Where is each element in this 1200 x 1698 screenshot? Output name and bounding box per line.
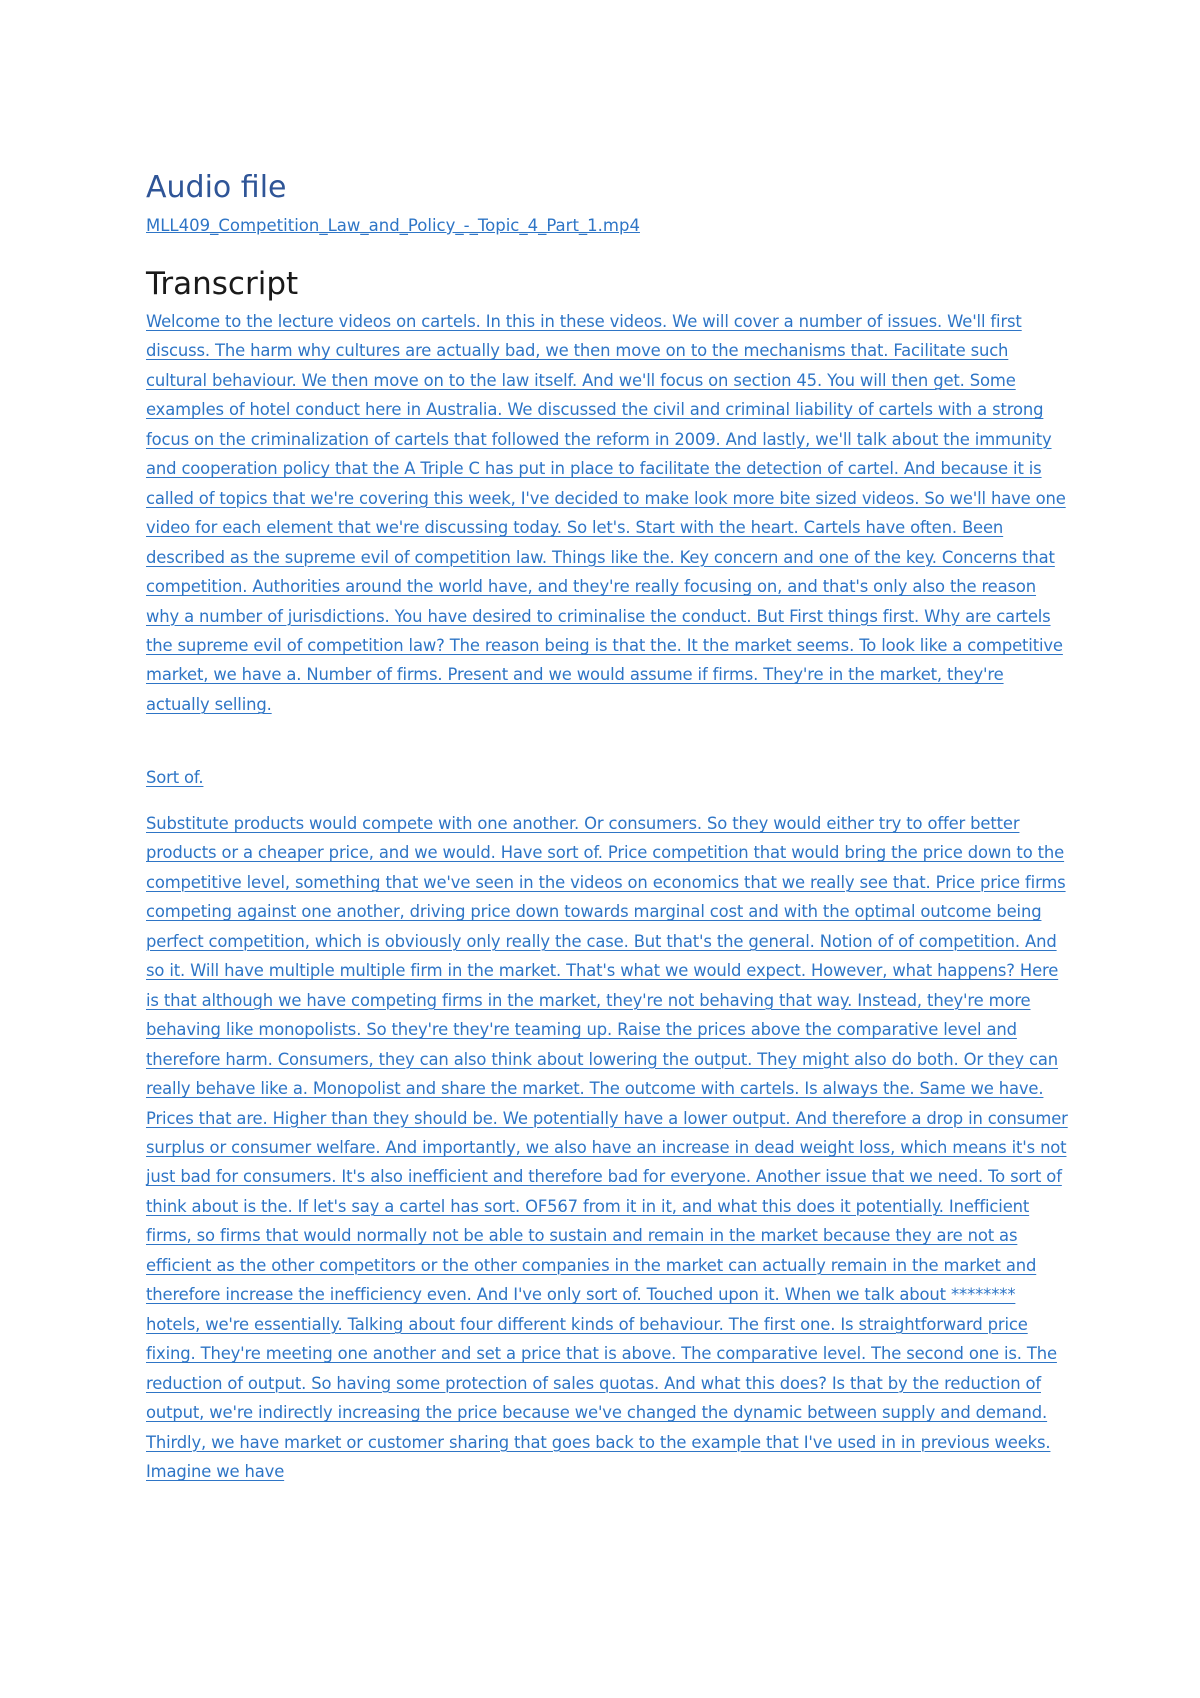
transcript-heading: Transcript	[146, 266, 299, 302]
transcript-paragraph[interactable]: Welcome to the lecture videos on cartels. In this in these videos. We will cover a number of issues. We'll first discuss. The harm why cultures are actually bad, we then move on to the mechanisms that. Facilitate such cultural behaviour. We then move on to the law itself. And we'll focus on section 45. You will then get. Some examples of hotel conduct here in Australia. We discussed the civil and criminal liability of cartels with a strong focus on the criminalization of cartels that followed the reform in 2009. And lastly, we'll talk about the immunity and cooperation policy that the A Triple C has put in place to facilitate the detection of cartel. And because it is called of topics that we're covering this week, I've decided to make look more bite sized videos. So we'll have one video for each element that we're discussing today. So let's. Start with the heart. Cartels have often. Been described as the supreme evil of competition law. Things like the. Key concern and one of the key. Concerns that competition. Authorities around the world have, and they're really focusing on, and that's only also the reason why a number of jurisdictions. You have desired to criminalise the conduct. But First things first. Why are cartels the supreme evil of competition law? The reason being is that the. It the market seems. To look like a competitive market, we have a. Number of firms. Present and we would assume if firms. They're in the market, they're actually selling.	[146, 312, 1066, 714]
transcript-paragraph[interactable]: Sort of.	[146, 768, 204, 787]
transcript-paragraph[interactable]: Substitute products would compete with one another. Or consumers. So they would either try to offer better products or a cheaper price, and we would. Have sort of. Price competition that would bring the price down to the competitive level, something that we've seen in the videos on economics that we really see that. Price price firms competing against one another, driving price down towards marginal cost and with the optimal outcome being perfect competition, which is obviously only really the case. But that's the general. Notion of of competition. And so it. Will have multiple multiple firm in the market. That's what we would expect. However, what happens? Here is that although we have competing firms in the market, they're not behaving that way. Instead, they're more behaving like monopolists. So they're they're teaming up. Raise the prices above the comparative level and therefore harm. Consumers, they can also think about lowering the output. They might also do both. Or they can really behave like a. Monopolist and share the market. The outcome with cartels. Is always the. Same we have. Prices that are. Higher than they should be. We potentially have a lower output. And therefore a drop in consumer surplus or consumer welfare. And importantly, we also have an increase in dead weight loss, which means it's not just bad for consumers. It's also inefficient and therefore bad for everyone. Another issue that we need. To sort of think about is the. If let's say a cartel has sort. OF567 from it in it, and what this does it potentially. Inefficient firms, so firms that would normally not be able to sustain and remain in the market because they are not as efficient as the other competitors or the other companies in the market can actually remain in the market and therefore increase the inefficiency even. And I've only sort of. Touched upon it. When we talk about ******** hotels, we're essentially. Talking about four different kinds of behaviour. The first one. Is straightforward price fixing. They're meeting one another and set a price that is above. The comparative level. The second one is. The reduction of output. So having some protection of sales quotas. And what this does? Is that by the reduction of output, we're indirectly increasing the price because we've changed the dynamic between supply and demand. Thirdly, we have market or customer sharing that goes back to the example that I've used in in previous weeks. Imagine we have	[146, 814, 1068, 1481]
audio-file-link[interactable]: MLL409_Competition_Law_and_Policy_-_Topic_4_Part_1.mp4	[146, 216, 640, 235]
audio-file-heading: Audio file	[146, 170, 287, 205]
